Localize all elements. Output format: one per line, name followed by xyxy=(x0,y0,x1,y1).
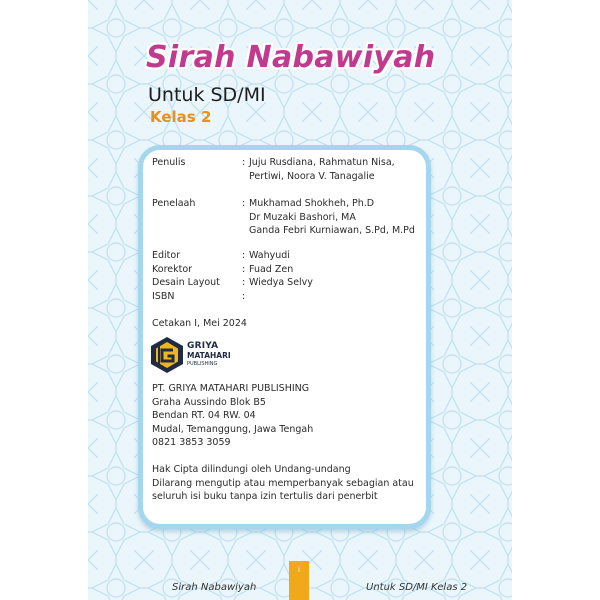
publisher-address-line: Bendan RT. 04 RW. 04 xyxy=(152,410,256,422)
credit-label: Penulis xyxy=(152,157,186,168)
grade-label: Kelas 2 xyxy=(150,108,212,126)
credit-value: Mukhamad Shokheh, Ph.D xyxy=(249,198,375,209)
credit-row-desain xyxy=(152,276,429,290)
book-page xyxy=(88,0,512,600)
griya-logo-icon xyxy=(149,336,185,374)
credit-separator: : xyxy=(242,198,246,209)
publisher-phone: 0821 3853 3059 xyxy=(152,437,231,449)
credit-separator: : xyxy=(242,263,246,275)
credit-separator: : xyxy=(242,290,246,302)
publisher-address-line: Mudal, Temanggung, Jawa Tengah xyxy=(152,423,314,435)
credit-value: Wahyudi xyxy=(249,250,290,261)
credit-value: Wiedya Selvy xyxy=(249,277,313,289)
page-number-tab: i xyxy=(289,561,309,600)
credit-label: Desain Layout xyxy=(152,277,220,289)
book-title: Sirah Nabawiyah xyxy=(146,40,436,75)
copyright-line: Dilarang mengutip atau memperbanyak sebagian atau xyxy=(152,477,414,489)
publisher-address-line: Graha Aussindo Blok B5 xyxy=(152,396,266,408)
credit-row-penulis xyxy=(152,156,429,183)
logo-line-1: GRIYA xyxy=(187,340,219,351)
copyright-line: seluruh isi buku tanpa izin tertulis dari penerbit xyxy=(152,491,378,503)
credit-label: Penelaah xyxy=(152,198,196,209)
credit-label: Editor xyxy=(152,250,181,261)
footer-grade-label: Untuk SD/MI Kelas 2 xyxy=(366,582,468,593)
credit-separator: : xyxy=(242,250,246,261)
credit-value: Fuad Zen xyxy=(249,263,294,275)
credit-separator: : xyxy=(242,157,246,168)
credits-card xyxy=(138,145,431,529)
credit-label: ISBN xyxy=(152,290,175,302)
logo-line-2: MATAHARI xyxy=(187,350,231,360)
footer-book-title: Sirah Nabawiyah xyxy=(172,582,257,593)
credit-row-isbn xyxy=(152,290,429,304)
credit-value: Pertiwi, Noora V. Tanagalie xyxy=(249,170,375,182)
credit-value xyxy=(249,290,429,304)
credit-label: Korektor xyxy=(152,263,193,275)
logo-line-3: PUBLISHING xyxy=(187,360,218,367)
credit-value: Ganda Febri Kurniawan, S.Pd, M.Pd xyxy=(249,225,415,237)
credit-row-penelaah xyxy=(152,197,429,238)
credit-value: Dr Muzaki Bashori, MA xyxy=(249,211,356,223)
publisher-name: PT. GRIYA MATAHARI PUBLISHING xyxy=(152,383,310,394)
credit-row-editor xyxy=(152,249,429,263)
edition-text: Cetakan I, Mei 2024 xyxy=(152,318,247,329)
publisher-logo xyxy=(149,336,231,374)
credit-separator: : xyxy=(242,277,246,289)
book-subtitle: Untuk SD/MI xyxy=(148,84,266,106)
credit-row-korektor xyxy=(152,263,429,277)
copyright-line: Hak Cipta dilindungi oleh Undang-undang xyxy=(152,464,351,475)
credit-value: Juju Rusdiana, Rahmatun Nisa, xyxy=(249,157,395,168)
